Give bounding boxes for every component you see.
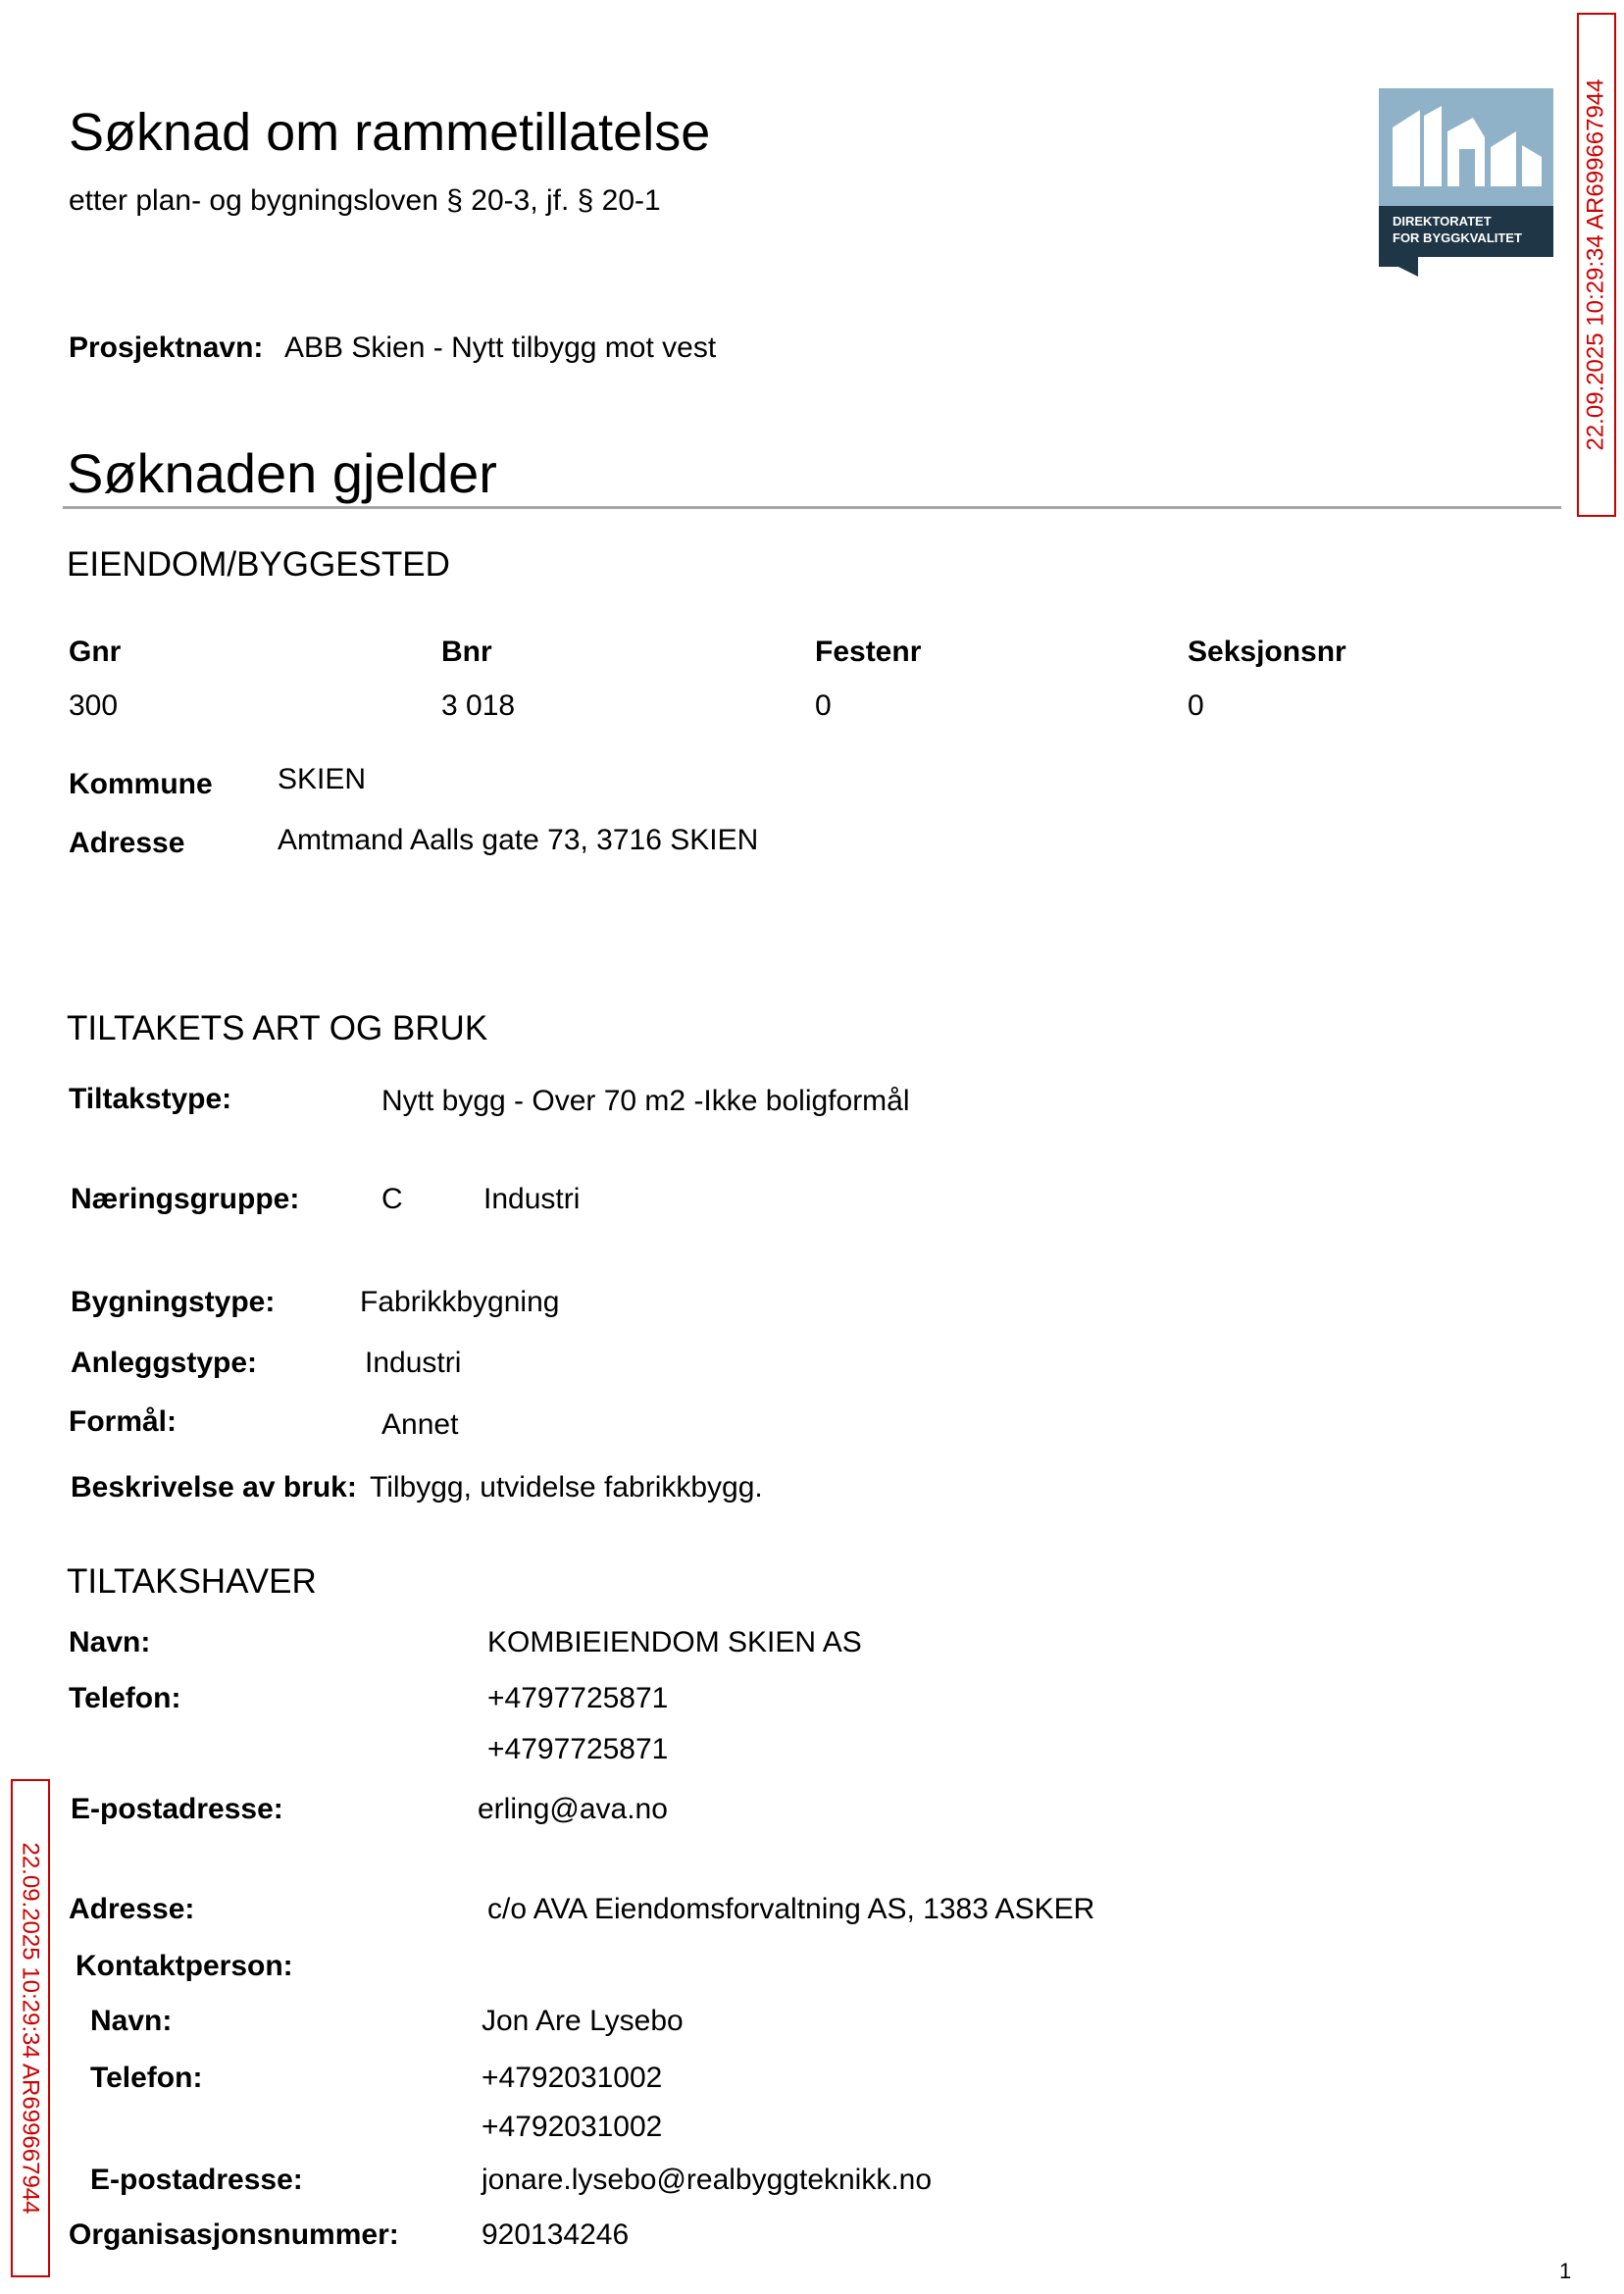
- kontakt-telefon-value-1: +4792031002: [482, 2062, 663, 2094]
- orgnr-value: 920134246: [482, 2218, 630, 2251]
- anleggstype-value: Industri: [365, 1347, 462, 1379]
- bnr-label: Bnr: [441, 636, 492, 668]
- adresse-label: Adresse: [69, 827, 185, 859]
- kontakt-epost-label: E-postadresse:: [90, 2164, 303, 2196]
- naeringsgruppe-value: Industri: [483, 1183, 581, 1215]
- kontaktperson-label: Kontaktperson:: [76, 1950, 293, 1982]
- receipt-stamp-top: [1577, 13, 1616, 517]
- kommune-label: Kommune: [69, 768, 213, 800]
- festenr-value: 0: [815, 689, 832, 722]
- seksjonsnr-label: Seksjonsnr: [1188, 636, 1346, 668]
- bnr-value: 3 018: [441, 689, 516, 722]
- logo-line1: DIREKTORATET: [1393, 214, 1492, 229]
- adresse-value: Amtmand Aalls gate 73, 3716 SKIEN: [278, 824, 759, 856]
- tiltakshaver-adresse-value: c/o AVA Eiendomsforvaltning AS, 1383 ASKER: [487, 1893, 1095, 1925]
- tiltakstype-label: Tiltakstype:: [69, 1083, 232, 1115]
- section-title: Søknaden gjelder: [67, 442, 497, 504]
- orgnr-label: Organisasjonsnummer:: [69, 2218, 399, 2251]
- tiltakshaver-heading: TILTAKSHAVER: [67, 1562, 317, 1601]
- receipt-stamp-top-text: 22.09.2025 10:29:34 AR699667944: [1583, 78, 1609, 451]
- tiltakshaver-navn-label: Navn:: [69, 1626, 151, 1658]
- tiltakshaver-epost-value: erling@ava.no: [478, 1793, 668, 1825]
- tiltakshaver-telefon-value-1: +4797725871: [487, 1682, 669, 1714]
- receipt-stamp-left-text: 22.09.2025 10:29:34 AR699667944: [18, 1842, 44, 2215]
- anleggstype-label: Anleggstype:: [71, 1347, 258, 1379]
- beskrivelse-value: Tilbygg, utvidelse fabrikkbygg.: [370, 1471, 763, 1504]
- document-title: Søknad om rammetillatelse: [69, 103, 711, 162]
- document-subtitle: etter plan- og bygningsloven § 20-3, jf. § 20-1: [69, 184, 661, 217]
- kontakt-navn-label: Navn:: [90, 2005, 173, 2037]
- bygningstype-label: Bygningstype:: [71, 1286, 276, 1318]
- page-number: 1: [1559, 2259, 1572, 2283]
- gnr-label: Gnr: [69, 636, 122, 668]
- tiltakshaver-telefon-label: Telefon:: [69, 1682, 181, 1714]
- naeringsgruppe-code: C: [381, 1183, 403, 1215]
- festenr-label: Festenr: [815, 636, 922, 668]
- beskrivelse-label: Beskrivelse av bruk:: [71, 1471, 357, 1504]
- kontakt-epost-value: jonare.lysebo@realbyggteknikk.no: [482, 2164, 933, 2196]
- tiltakshaver-epost-label: E-postadresse:: [71, 1793, 283, 1825]
- tiltak-heading: TILTAKETS ART OG BRUK: [67, 1009, 488, 1047]
- seksjonsnr-value: 0: [1188, 689, 1204, 722]
- project-name-label: Prosjektnavn:: [69, 331, 264, 364]
- formal-label: Formål:: [69, 1405, 178, 1438]
- formal-value: Annet: [381, 1408, 459, 1441]
- section-divider: [63, 506, 1561, 509]
- tiltakshaver-navn-value: KOMBIEIENDOM SKIEN AS: [487, 1626, 862, 1658]
- receipt-stamp-left: [11, 1779, 50, 2277]
- tiltakshaver-telefon-value-2: +4797725871: [487, 1733, 669, 1765]
- eiendom-heading: EIENDOM/BYGGESTED: [67, 545, 450, 584]
- tiltakshaver-adresse-label: Adresse:: [69, 1893, 195, 1925]
- bygningstype-value: Fabrikkbygning: [360, 1286, 560, 1318]
- dibk-logo-icon: [1379, 88, 1553, 277]
- gnr-value: 300: [69, 689, 119, 722]
- kontakt-telefon-label: Telefon:: [90, 2062, 203, 2094]
- project-name-value: ABB Skien - Nytt tilbygg mot vest: [284, 331, 717, 364]
- logo-line2: FOR BYGGKVALITET: [1393, 230, 1522, 245]
- kontakt-telefon-value-2: +4792031002: [482, 2111, 663, 2143]
- kontakt-navn-value: Jon Are Lysebo: [482, 2005, 684, 2037]
- kommune-value: SKIEN: [278, 763, 367, 795]
- naeringsgruppe-label: Næringsgruppe:: [71, 1183, 300, 1215]
- tiltakstype-value: Nytt bygg - Over 70 m2 -Ikke boligformål: [381, 1085, 910, 1117]
